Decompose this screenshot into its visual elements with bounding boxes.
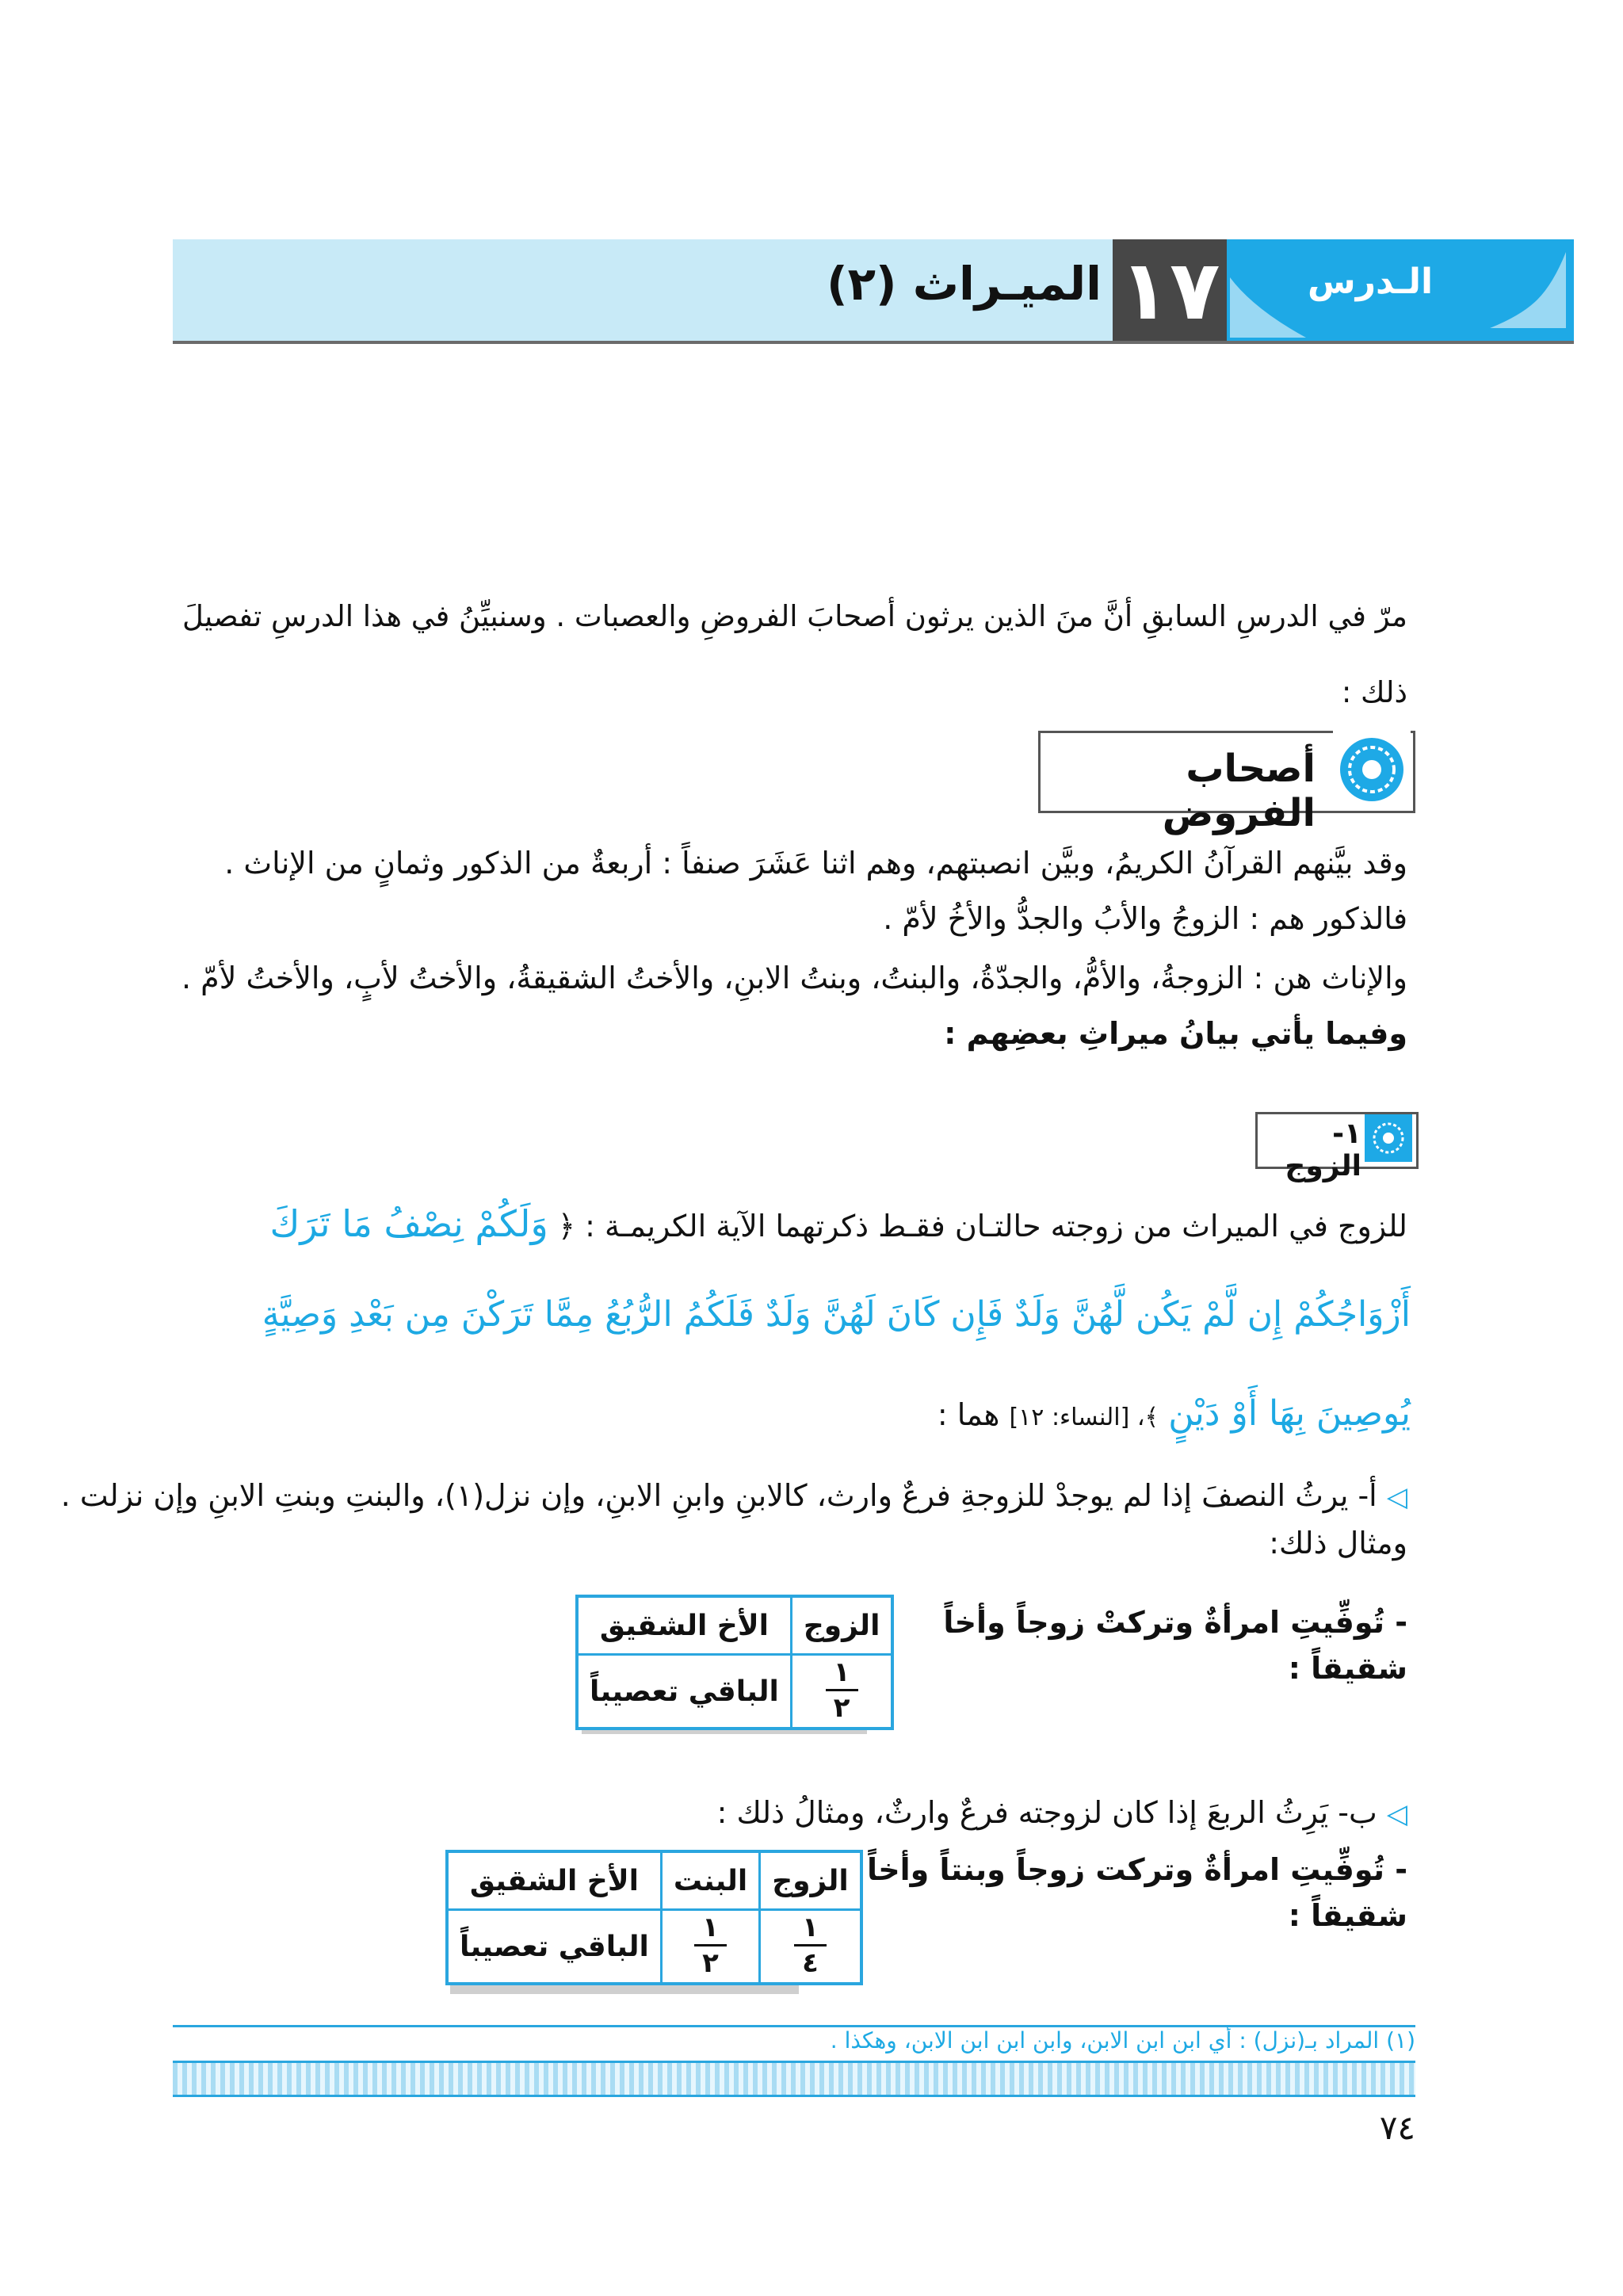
share-remainder: الباقي تعصيباً xyxy=(447,1910,661,1985)
case-a-paragraph xyxy=(0,1473,1407,1566)
fraction-denominator: ٢ xyxy=(833,1692,850,1724)
case-a-text: أ- يرثُ النصفَ إذا لم يوجدْ للزوجةِ فرعٌ وارث، كالابنِ وابنِ الابنِ، وإن نزل(١)، والبنتِ وبنتِ الابنِ وإن نزلت . ومثال ذلك: xyxy=(60,1478,1407,1561)
fraction-denominator: ٤ xyxy=(802,1947,819,1979)
intro-paragraph: مرّ في الدرسِ السابقِ أنَّ منَ الذين يرثون أصحابَ الفروضِ والعصبات . وسنبيِّنُ في هذا الدرسِ تفصيلَ ذلك : xyxy=(181,599,1407,709)
page-number: ٧٤ xyxy=(1379,2108,1415,2147)
section-title: أصحاب الفروض xyxy=(1162,747,1316,835)
case-b-paragraph xyxy=(219,1790,1407,1837)
case-b-example: - تُوفِّيتِ امرأةٌ وتركت زوجاً وبنتاً وأخاً شقيقاً : xyxy=(867,1852,1407,1933)
footnote: (١) المراد بـ(نزل) : أي ابن ابن الابن، وابن ابن ابن الابن، وهكذا . xyxy=(830,2027,1415,2053)
lesson-title: الميـراث (٢) xyxy=(827,257,1102,311)
share-fraction xyxy=(791,1655,892,1729)
triangle-bullet-icon: ◁ xyxy=(1386,1798,1407,1830)
lesson-label: الـدرس xyxy=(1308,262,1434,302)
table-header: الأخ الشقيق xyxy=(577,1596,791,1655)
verse-tail: هما : xyxy=(937,1397,1000,1432)
fraction-numerator: ١ xyxy=(826,1659,858,1691)
corner-ornament-icon xyxy=(1490,252,1566,328)
verse-reference: ﴾، [النساء: ١٢] xyxy=(1009,1404,1159,1431)
corner-ornament-icon xyxy=(1230,262,1306,338)
case-b-table xyxy=(445,1850,863,1985)
verse-part-3: يُوصِينَ بِهَا أَوْ دَيْنٍ xyxy=(1168,1393,1411,1434)
decorative-band xyxy=(173,2061,1415,2097)
verse-lead: للزوج في الميراث من زوجته حالتـان فقـط ذكرتهما الآية الكريمـة : ﴿ xyxy=(557,1209,1407,1244)
lesson-number: ١٧ xyxy=(1113,239,1227,341)
case-b-text: ب- يَرِثُ الربعَ إذا كان لزوجته فرعٌ وارثٌ، ومثالُ ذلك : xyxy=(716,1795,1377,1830)
verse-line-2: أَزْوَاجُكُمْ إِن لَّمْ يَكُن لَّهُنَّ وَلَدٌ فَإِن كَانَ لَهُنَّ وَلَدٌ فَلَكُمُ الرُّبُعُ مِمَّا تَرَكْنَ مِن بَعْدِ وَصِيَّةٍ xyxy=(262,1294,1411,1335)
share-fraction xyxy=(760,1910,861,1985)
verse-line-1 xyxy=(13,1201,1407,1249)
fraction-numerator: ١ xyxy=(694,1914,727,1946)
table-header: البنت xyxy=(661,1851,759,1910)
rosette-icon xyxy=(1365,1114,1412,1162)
triangle-bullet-icon: ◁ xyxy=(1386,1481,1407,1513)
section-line-3: والإناث هن : الزوجةُ، والأمُّ، والجدّةُ، والبنتُ، وبنتُ الابنِ، والأختُ الشقيقةُ، والأختُ لأبٍ، والأختُ لأمّ . xyxy=(181,961,1407,995)
case-a-example: - تُوفِّيتِ امرأةٌ وتركتْ زوجاً وأخاً شقيقاً : xyxy=(943,1605,1407,1686)
rosette-icon xyxy=(1333,731,1411,808)
section-line-1: وقد بيَّنهم القرآنُ الكريمُ، وبيَّن انصبتهم، وهم اثنا عَشَرَ صنفاً : أربعةٌ من الذكور وثمانٍ من الإناث . xyxy=(224,846,1407,881)
share-remainder: الباقي تعصيباً xyxy=(577,1655,791,1729)
table-header: الأخ الشقيق xyxy=(447,1851,661,1910)
subsection-title: ١- الزوج xyxy=(1285,1117,1361,1182)
section-line-2: فالذكور هم : الزوجُ والأبُ والجدُّ والأخُ لأمّ . xyxy=(883,901,1407,936)
fraction-denominator: ٢ xyxy=(702,1947,719,1979)
verse-part-1: وَلَكُمْ نِصْفُ مَا تَرَكَ xyxy=(269,1202,548,1245)
case-a-table xyxy=(575,1595,894,1730)
section-line-4: وفيما يأتي بيانُ ميراثِ بعضِهم : xyxy=(944,1016,1407,1051)
fraction-numerator: ١ xyxy=(794,1914,827,1946)
verse-line-3 xyxy=(0,1391,1411,1441)
table-header: الزوج xyxy=(760,1851,861,1910)
share-fraction xyxy=(661,1910,759,1985)
table-header: الزوج xyxy=(791,1596,892,1655)
